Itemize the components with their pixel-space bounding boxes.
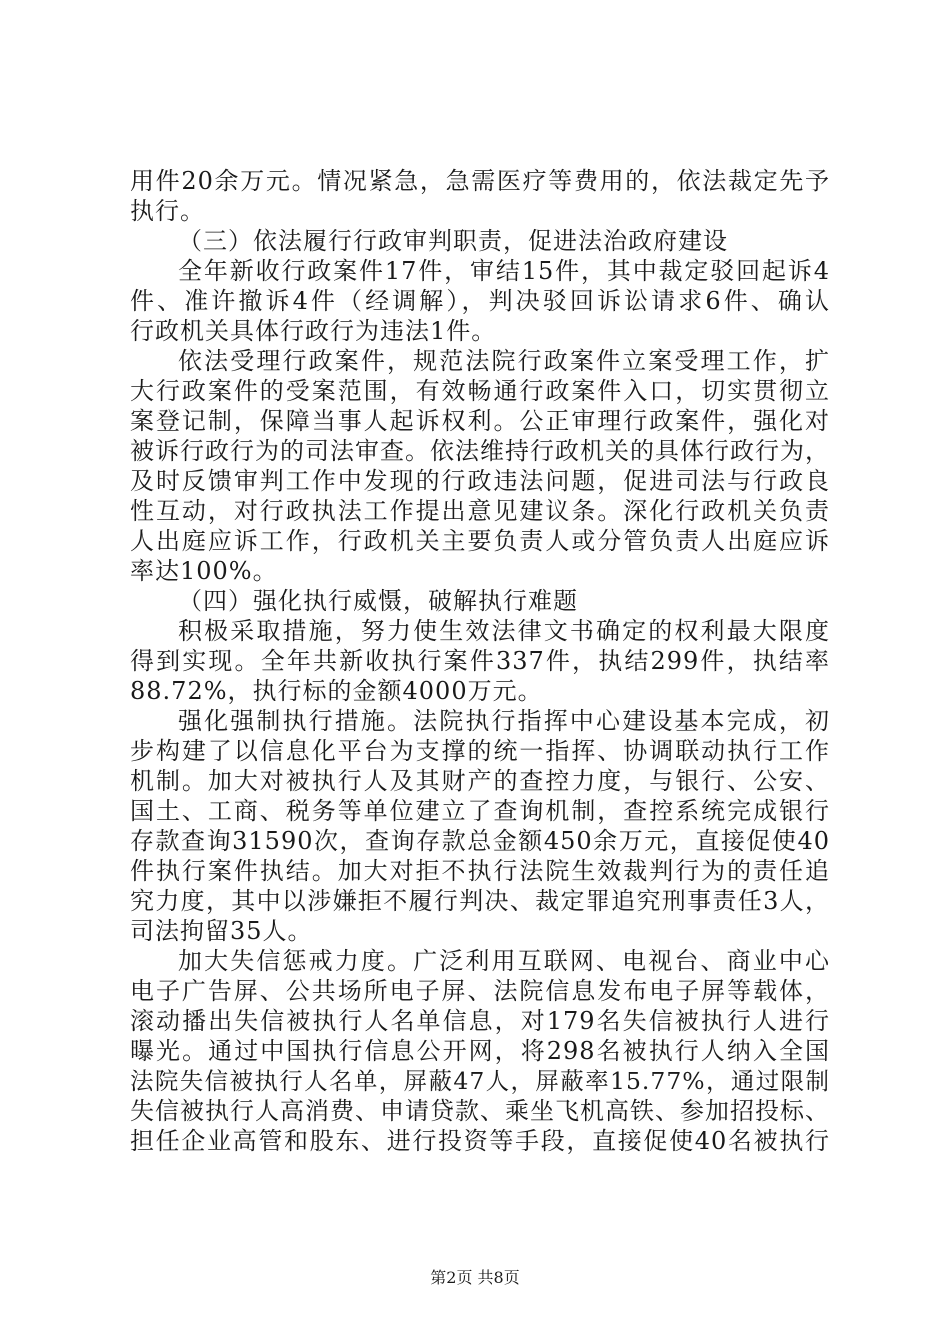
text-line: 执行。: [130, 197, 205, 225]
text-line: 积极采取措施，努力使生效法律文书确定的权利最大限度: [178, 617, 830, 645]
text-line: 滚动播出失信被执行人名单信息，对179名失信被执行人进行: [130, 1007, 830, 1035]
text-line: 存款查询31590次，查询存款总金额450余万元，直接促使40: [130, 827, 830, 855]
text-line: 机制。加大对被执行人及其财产的查控力度，与银行、公安、: [130, 767, 830, 795]
text-line: 依法受理行政案件，规范法院行政案件立案受理工作，扩: [178, 347, 830, 375]
text-line: 用件20余万元。情况紧急，急需医疗等费用的，依法裁定先予: [130, 167, 830, 195]
text-line: 得到实现。全年共新收执行案件337件，执结299件，执结率: [130, 647, 830, 675]
text-line: 担任企业高管和股东、进行投资等手段，直接促使40名被执行: [130, 1127, 830, 1155]
text-line: 步构建了以信息化平台为支撑的统一指挥、协调联动执行工作: [130, 737, 830, 765]
text-line: 强化强制执行措施。法院执行指挥中心建设基本完成，初: [178, 707, 830, 735]
text-line: 及时反馈审判工作中发现的行政违法问题，促进司法与行政良: [130, 467, 830, 495]
text-line: 法院失信被执行人名单，屏蔽47人，屏蔽率15.77%，通过限制: [130, 1067, 830, 1095]
text-line: 加大失信惩戒力度。广泛利用互联网、电视台、商业中心: [178, 947, 830, 975]
text-line: 被诉行政行为的司法审查。依法维持行政机关的具体行政行为，: [130, 437, 830, 465]
text-line: 行政机关具体行政行为违法1件。: [130, 317, 497, 345]
text-line: 件、准许撤诉4件（经调解），判决驳回诉讼请求6件、确认: [130, 287, 830, 315]
text-line: 率达100%。: [130, 557, 278, 585]
text-line: 人出庭应诉工作，行政机关主要负责人或分管负责人出庭应诉: [130, 527, 830, 555]
text-line: 究力度，其中以涉嫌拒不履行判决、裁定罪追究刑事责任3人，: [130, 887, 830, 915]
text-line: 件执行案件执结。加大对拒不执行法院生效裁判行为的责任追: [130, 857, 830, 885]
section-heading: （三）依法履行行政审判职责，促进法治政府建设: [178, 227, 728, 255]
text-line: 司法拘留35人。: [130, 917, 313, 945]
text-line: 电子广告屏、公共场所电子屏、法院信息发布电子屏等载体，: [130, 977, 830, 1005]
text-line: 性互动，对行政执法工作提出意见建议条。深化行政机关负责: [130, 497, 830, 525]
text-line: 失信被执行人高消费、申请贷款、乘坐飞机高铁、参加招投标、: [130, 1097, 830, 1125]
text-line: 全年新收行政案件17件，审结15件，其中裁定驳回起诉4: [178, 257, 830, 285]
section-heading: （四）强化执行威慑，破解执行难题: [178, 587, 578, 615]
document-body: [130, 166, 830, 1156]
text-line: 案登记制，保障当事人起诉权利。公正审理行政案件，强化对: [130, 407, 830, 435]
text-line: 国土、工商、税务等单位建立了查询机制，查控系统完成银行: [130, 797, 830, 825]
text-line: 88.72%，执行标的金额4000万元。: [130, 677, 543, 705]
text-line: 曝光。通过中国执行信息公开网，将298名被执行人纳入全国: [130, 1037, 830, 1065]
text-line: 大行政案件的受案范围，有效畅通行政案件入口，切实贯彻立: [130, 377, 830, 405]
page-number-footer: 第2页 共8页: [430, 1268, 520, 1287]
